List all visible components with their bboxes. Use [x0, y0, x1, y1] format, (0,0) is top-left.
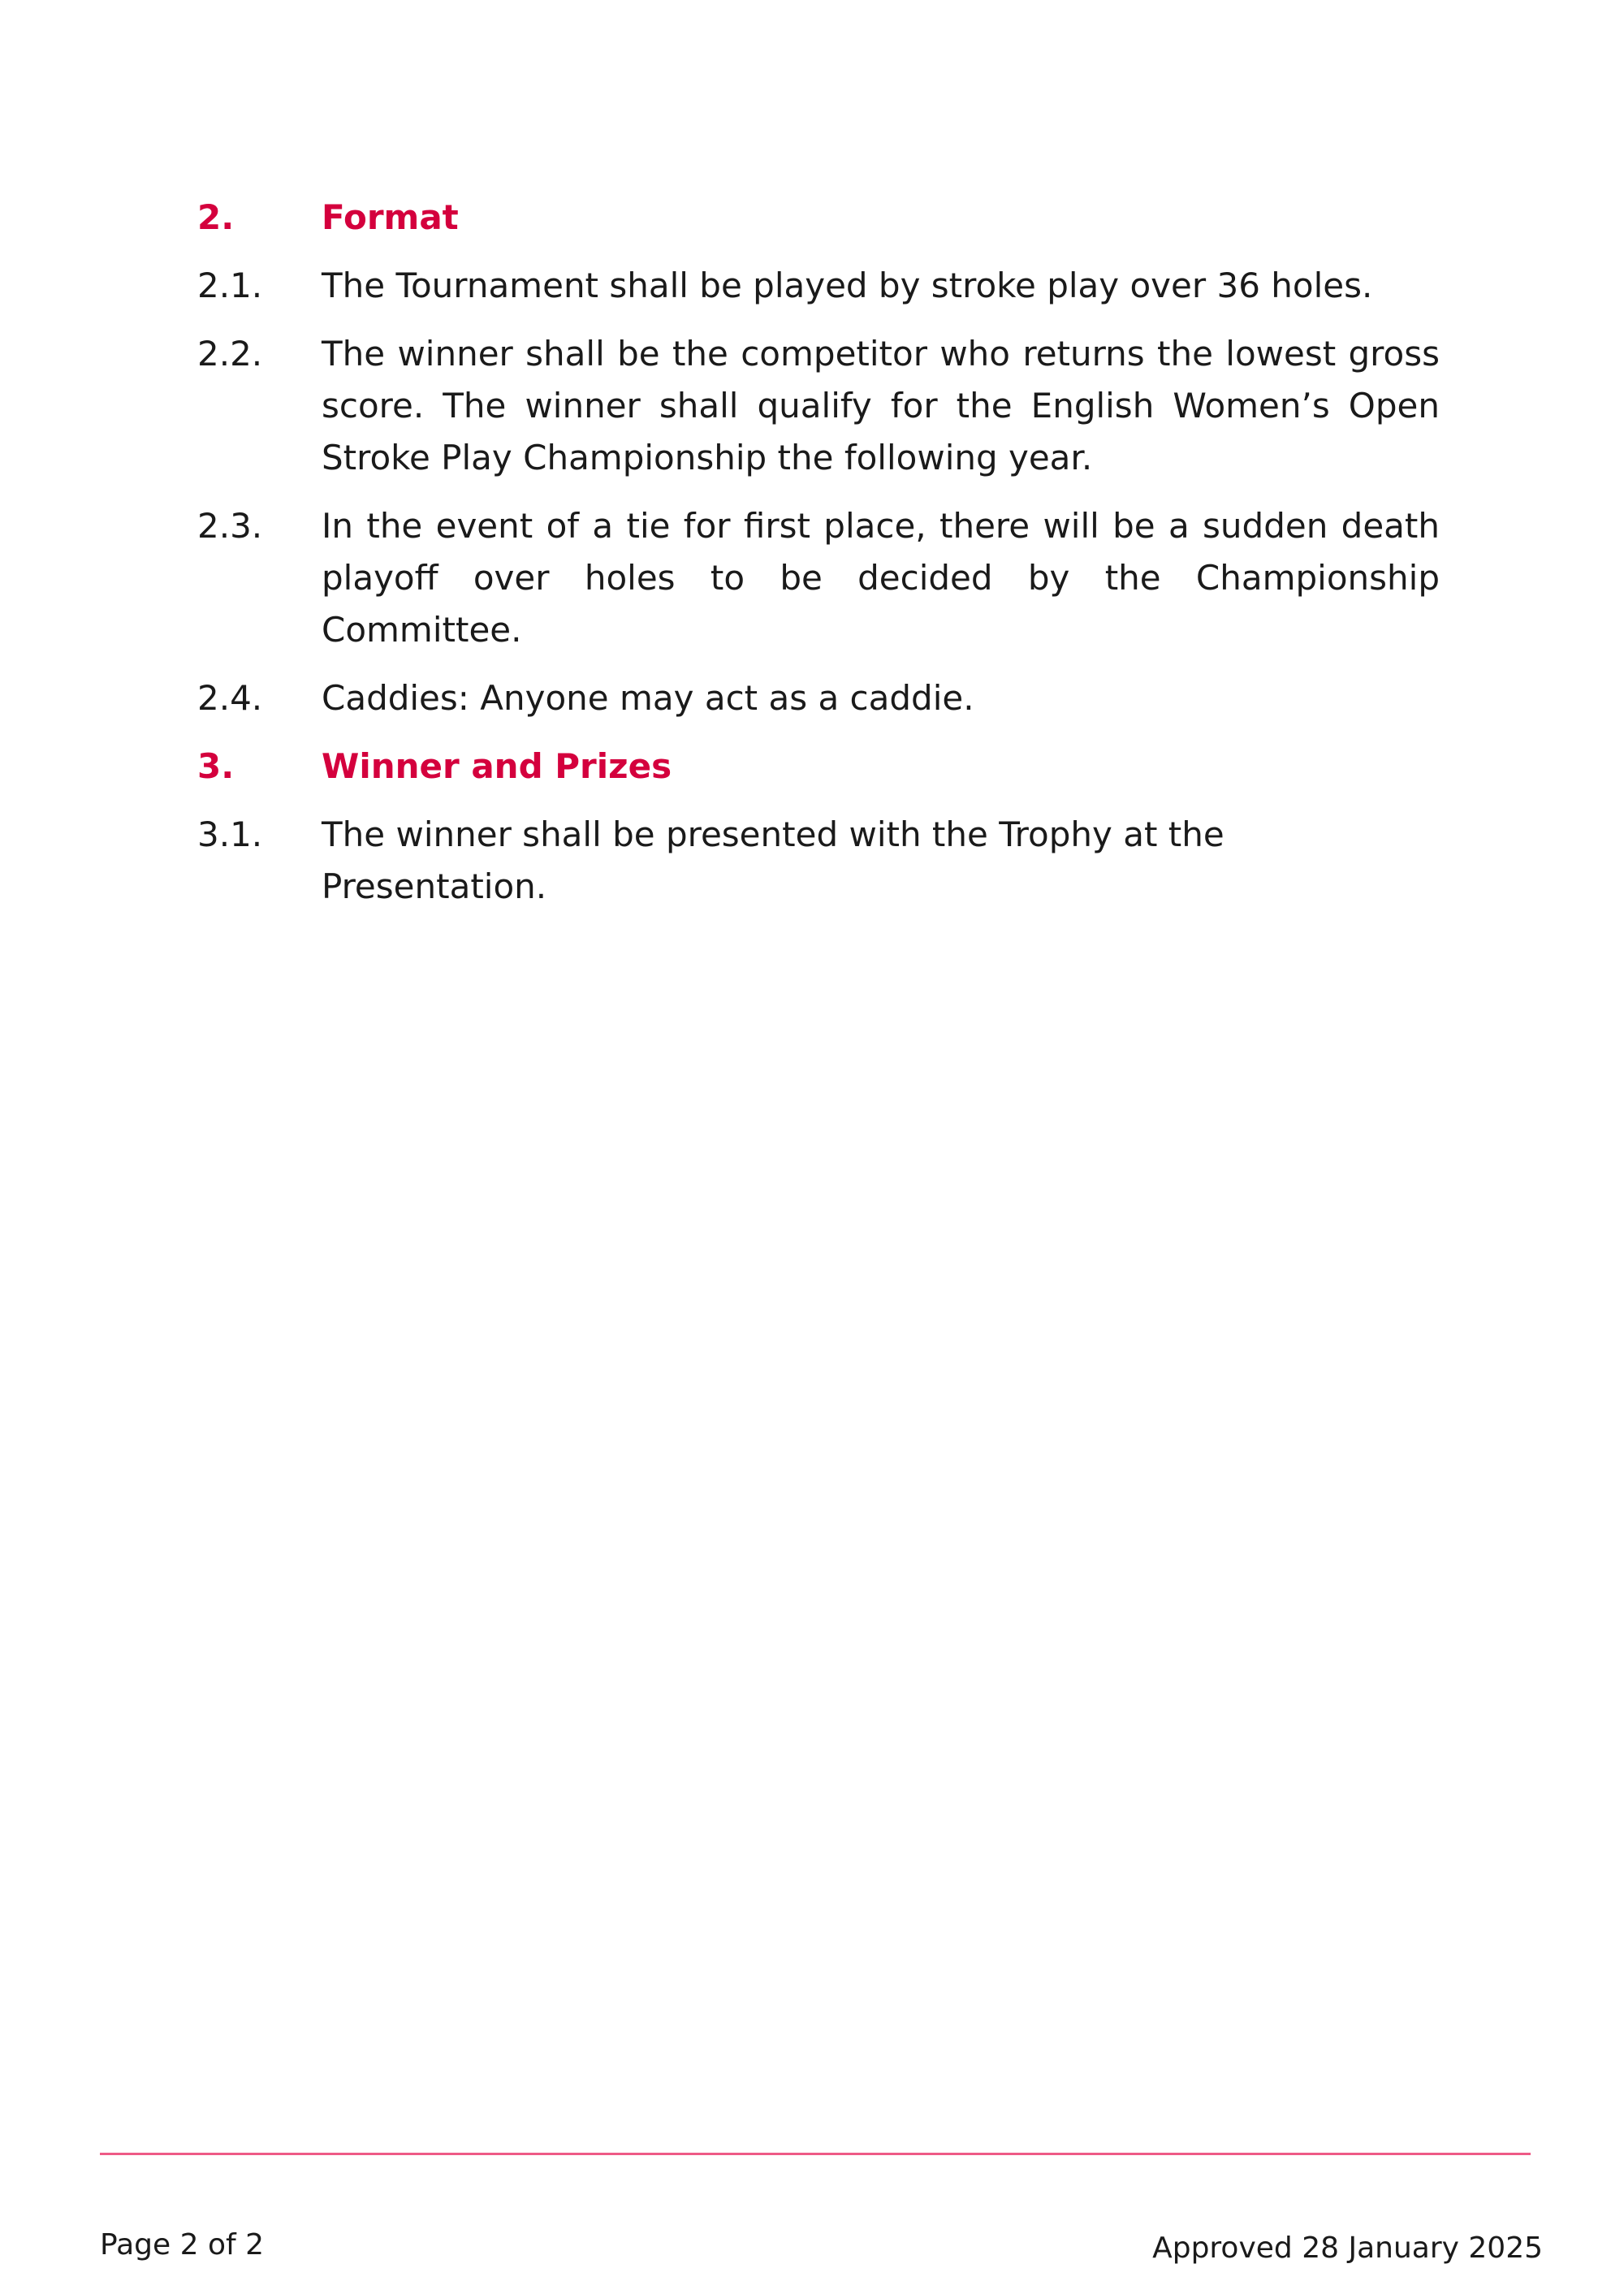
approval-date: Approved 28 January 2025 — [1152, 2231, 1543, 2265]
footer-divider — [100, 2153, 1531, 2155]
clause-text: In the event of a tie for first place, there will be a sudden death playoff over holes to be decided by the Championship Committee. — [322, 506, 1440, 650]
clause-number: 2.1. — [197, 266, 263, 305]
section-number: 3. — [197, 746, 235, 786]
section-heading — [197, 192, 1440, 244]
section-title: Format — [322, 197, 459, 237]
clause-3-1 — [197, 809, 1440, 913]
section-heading — [197, 741, 1440, 793]
section-number: 2. — [197, 197, 235, 237]
clause-text: Caddies: Anyone may act as a caddie. — [322, 678, 974, 718]
section-winner-and-prizes — [197, 741, 1440, 913]
clause-number: 2.4. — [197, 678, 263, 718]
clause-number: 2.2. — [197, 334, 263, 374]
clause-2-4 — [197, 672, 1440, 724]
clause-text: The winner shall be presented with the Trophy at the Presentation. — [322, 814, 1224, 906]
clause-2-2 — [197, 328, 1440, 484]
clause-number: 2.3. — [197, 506, 263, 546]
clause-text: The winner shall be the competitor who returns the lowest gross score. The winner shall qualify for the English Women’s Open Stroke Play Championship the following year. — [322, 334, 1440, 477]
clause-2-1 — [197, 260, 1440, 312]
clause-number: 3.1. — [197, 814, 263, 854]
section-title: Winner and Prizes — [322, 746, 672, 786]
clause-text: The Tournament shall be played by stroke play over 36 holes. — [322, 266, 1373, 305]
clause-2-3 — [197, 500, 1440, 656]
page-number: Page 2 of 2 — [100, 2228, 264, 2262]
section-format — [197, 192, 1440, 724]
